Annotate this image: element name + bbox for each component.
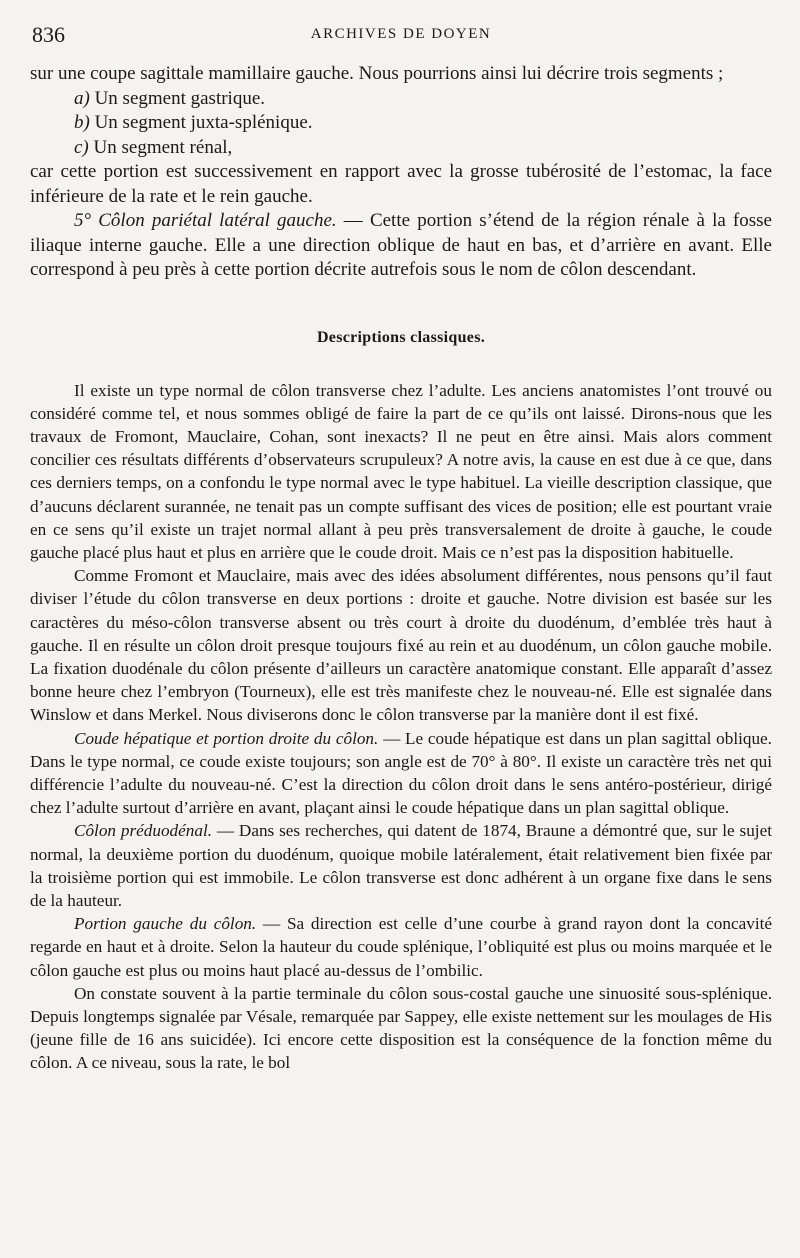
paragraph-run-in-heading: Coude hépatique et portion droite du côlon.: [74, 728, 379, 748]
paragraph: [30, 379, 772, 565]
paragraph: car cette portion est successivement en rapport avec la grosse tubérosité de l’estomac, la face inférieure de la rate et le rein gauche.: [30, 161, 772, 207]
paragraph: [30, 912, 772, 982]
segment-item: [30, 87, 772, 112]
paragraph: [30, 982, 772, 1075]
segment-text: Un segment gastrique.: [94, 87, 266, 109]
segment-text: Un segment juxta-splénique.: [94, 112, 313, 133]
segment-item: [30, 136, 772, 161]
intro-block: [30, 62, 772, 283]
section-body: [30, 379, 772, 1075]
segment-text: Un segment rénal,: [93, 136, 233, 158]
section-heading: Descriptions classiques.: [316, 328, 486, 346]
page-number: 836: [32, 22, 65, 47]
paragraph: [30, 564, 772, 726]
paragraph: [30, 819, 772, 912]
paragraph-run-in-heading: Côlon préduodénal.: [74, 821, 213, 841]
paragraph-text: Il existe un type normal de côlon transverse chez l’adulte. Les anciens anatomistes l’ont trouvé ou considéré comme tel, et nous sommes obligé de faire la part de ce qu’ils ont laissé. Dirons-nous que les travaux de Fromont, Mauclaire, Cohan, sont inexacts? Il ne peut en être ainsi. Mais alors comment concilier ces résultats différents d’observateurs scrupuleux? A notre avis, la cause en est due à ce que, dans ces derniers temps, on a confondu le type normal avec le type habituel. La vieille description classique, que d’aucuns déclarent surannée, ne tenait pas un compte suffisant des vices de position; elle est pourtant vraie en ce sens qu’il existe un trajet normal allant à peu près transversalement de droite à gauche, le coude gauche placé plus haut et plus en arrière que le coude droit. Mais ce n’est pas la disposition habituelle.: [30, 380, 772, 562]
paragraph-text: On constate souvent à la partie terminale du côlon sous-costal gauche une sinuosité sous-splénique. Depuis longtemps signalée par Vésale, remarquée par Sappey, elle existe nettement sur les moulages de His (jeune fille de 16 ans suicidée). Ici encore cette disposition est la conséquence de la fonction même du côlon. A ce niveau, sous la rate, le bol: [30, 983, 772, 1073]
paragraph: [30, 209, 772, 283]
paragraph-run-in-heading: Portion gauche du côlon.: [74, 914, 257, 934]
segment-marker: a): [74, 87, 90, 109]
paragraph-continuation: sur une coupe sagittale mamillaire gauche. Nous pourrions ainsi lui décrire trois segments ;: [30, 63, 724, 84]
paragraph: [30, 727, 772, 820]
running-title: ARCHIVES DE DOYEN: [310, 26, 492, 42]
paragraph-run-in-heading: 5° Côlon pariétal latéral gauche.: [74, 210, 337, 231]
segment-marker: b): [74, 112, 90, 133]
segment-item: [30, 111, 772, 136]
segment-marker: c): [74, 136, 89, 158]
paragraph-text: Comme Fromont et Mauclaire, mais avec des idées absolument différentes, nous pensons qu’il faut diviser l’étude du côlon transverse en deux portions : droite et gauche. Notre division est basée sur les caractères du méso-côlon transverse absent ou très court à droite du duodénum, d’emblée très haut à gauche. Il en résulte un côlon droit presque toujours fixé au rein et au duodénum, un côlon gauche mobile. La fixation duodénale du côlon présente d’ailleurs un caractère anatomique constant. Elle apparaît d’assez bonne heure chez l’embryon (Tourneux), elle est très manifeste chez le nouveau-né. Elle est signalée dans Winslow et dans Merkel. Nous diviserons donc le côlon transverse par la manière dont il est fixé.: [30, 566, 772, 725]
paragraph-text: — Dans ses recherches, qui datent de 1874, Braune a démontré que, sur le sujet normal, la deuxième portion du duodénum, quoique mobile latéralement, était relativement bien fixée par la troisième portion qui est immobile. Le côlon transverse est donc adhérent à un organe fixe dans le sens de la hauteur.: [30, 821, 772, 910]
paragraph-text: — Le coude hépatique est dans un plan sagittal oblique. Dans le type normal, ce coude existe toujours; son angle est de 70° à 80°. Il existe un caractère très net qui différencie l’adulte du nouveau-né. C’est la direction du côlon droit dans le sens antéro-postérieur, dirigé chez l’adulte surtout d’arrière en avant, plaçant ainsi le coude hépatique dans un plan sagittal oblique.: [30, 728, 772, 818]
page-header: [30, 22, 772, 52]
paragraph-text: — Cette portion s’étend de la région rénale à la fosse iliaque interne gauche. Elle a une direction oblique de haut en bas, et d’arrière en avant. Elle correspond à peu près à cette portion décrite autrefois sous le nom de côlon descendant.: [30, 210, 772, 280]
paragraph-text: — Sa direction est celle d’une courbe à grand rayon dont la concavité regarde en haut et à droite. Selon la hauteur du coude splénique, l’obliquité est plus ou moins marquée et le côlon gauche est plus ou moins haut placé au-dessus de l’ombilic.: [30, 914, 772, 980]
